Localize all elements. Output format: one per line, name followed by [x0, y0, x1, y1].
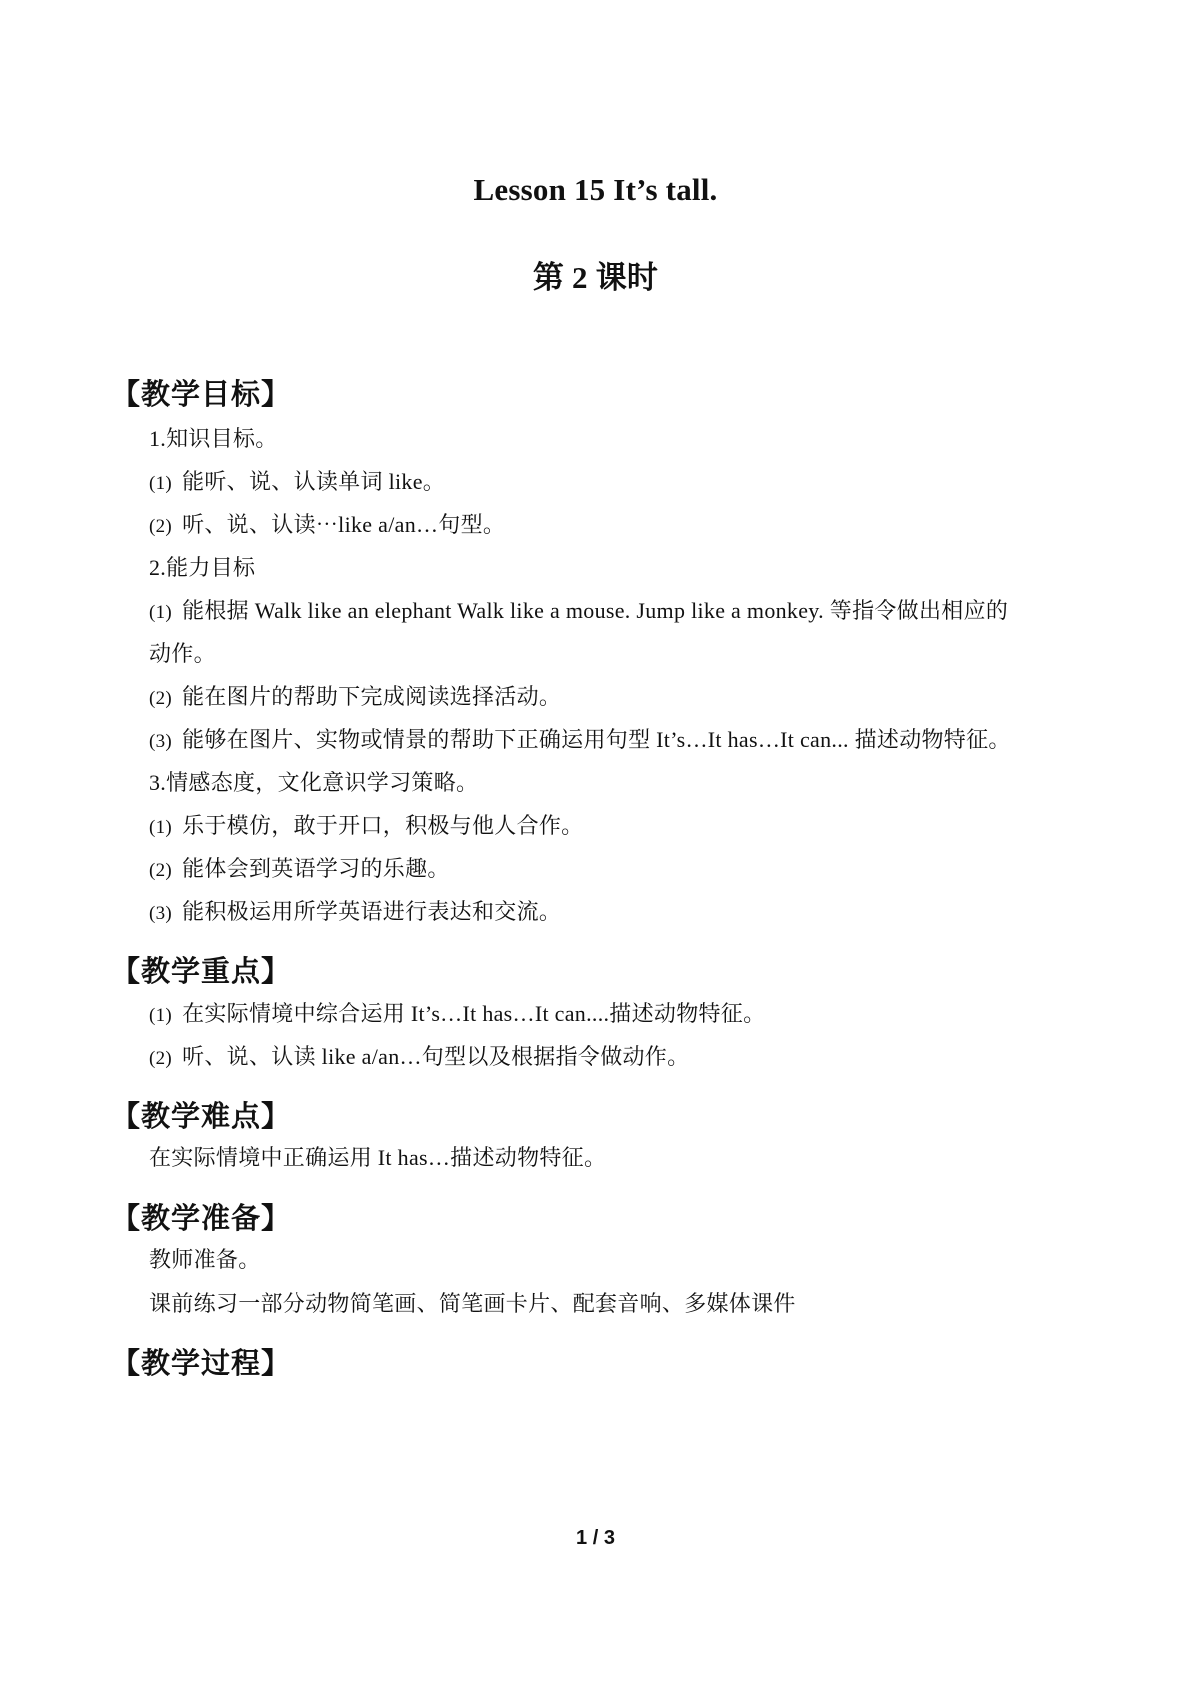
item-number: (2): [149, 1048, 173, 1069]
list-item: [149, 723, 1011, 754]
item-text: 能积极运用所学英语进行表达和交流。: [182, 899, 562, 924]
item-text: 能在图片的帮助下完成阅读选择活动。: [182, 684, 562, 709]
item-number: (2): [149, 688, 173, 709]
item-text: 课前练习一部分动物简笔画、简笔画卡片、配套音响、多媒体课件: [149, 1291, 796, 1316]
list-item: [149, 422, 278, 453]
item-number: (3): [149, 903, 173, 924]
item-text: 能根据 Walk like an elephant Walk like a mouse. Jump like a monkey. 等指令做出相应的: [182, 598, 1009, 623]
item-number: (1): [149, 1005, 173, 1026]
list-item: [149, 465, 445, 496]
list-item: [149, 895, 561, 926]
list-item: [149, 1141, 606, 1172]
list-item: [149, 809, 583, 840]
page-number: 1 / 3: [576, 1527, 615, 1549]
section-heading-process: 【教学过程】: [111, 1348, 292, 1380]
item-text: 3.情感态度，文化意识学习策略。: [149, 770, 479, 795]
section-heading-key-points: 【教学重点】: [111, 956, 292, 988]
list-item: [149, 1287, 796, 1318]
list-item: [149, 680, 561, 711]
list-item: [149, 551, 255, 582]
item-text: 1.知识目标。: [149, 426, 278, 451]
item-text: 听、说、认读⋯like a/an…句型。: [182, 512, 506, 537]
document-title: Lesson 15 It’s tall.: [473, 172, 718, 207]
item-text: 在实际情境中综合运用 It’s…It has…It can....描述动物特征。: [182, 1001, 766, 1026]
item-text: 乐于模仿，敢于开口，积极与他人合作。: [182, 813, 584, 838]
item-number: (1): [149, 817, 173, 838]
item-number: (1): [149, 473, 173, 494]
section-heading-objectives: 【教学目标】: [111, 379, 292, 411]
list-item: [149, 1243, 261, 1274]
item-number: (2): [149, 860, 173, 881]
item-text: 2.能力目标: [149, 555, 256, 580]
item-text: 教师准备。: [149, 1247, 261, 1272]
item-number: (1): [149, 602, 173, 623]
list-item: [149, 594, 1008, 625]
item-text: 能听、说、认读单词 like。: [182, 469, 446, 494]
document-subtitle: 第 2 课时: [532, 260, 659, 295]
item-text: 动作。: [149, 641, 216, 666]
list-item: [149, 997, 765, 1028]
list-item: [149, 637, 216, 668]
list-item: [149, 1040, 689, 1071]
item-text: 能够在图片、实物或情景的帮助下正确运用句型 It’s…It has…It can... 描述动物特征。: [182, 727, 1011, 752]
item-text: 能体会到英语学习的乐趣。: [182, 856, 450, 881]
section-heading-difficulties: 【教学难点】: [111, 1101, 292, 1133]
item-number: (3): [149, 731, 173, 752]
list-item: [149, 766, 478, 797]
list-item: [149, 508, 505, 539]
item-text: 听、说、认读 like a/an…句型以及根据指令做动作。: [182, 1044, 690, 1069]
section-heading-preparation: 【教学准备】: [111, 1203, 292, 1235]
item-text: 在实际情境中正确运用 It has…描述动物特征。: [149, 1145, 607, 1170]
item-number: (2): [149, 516, 173, 537]
list-item: [149, 852, 450, 883]
